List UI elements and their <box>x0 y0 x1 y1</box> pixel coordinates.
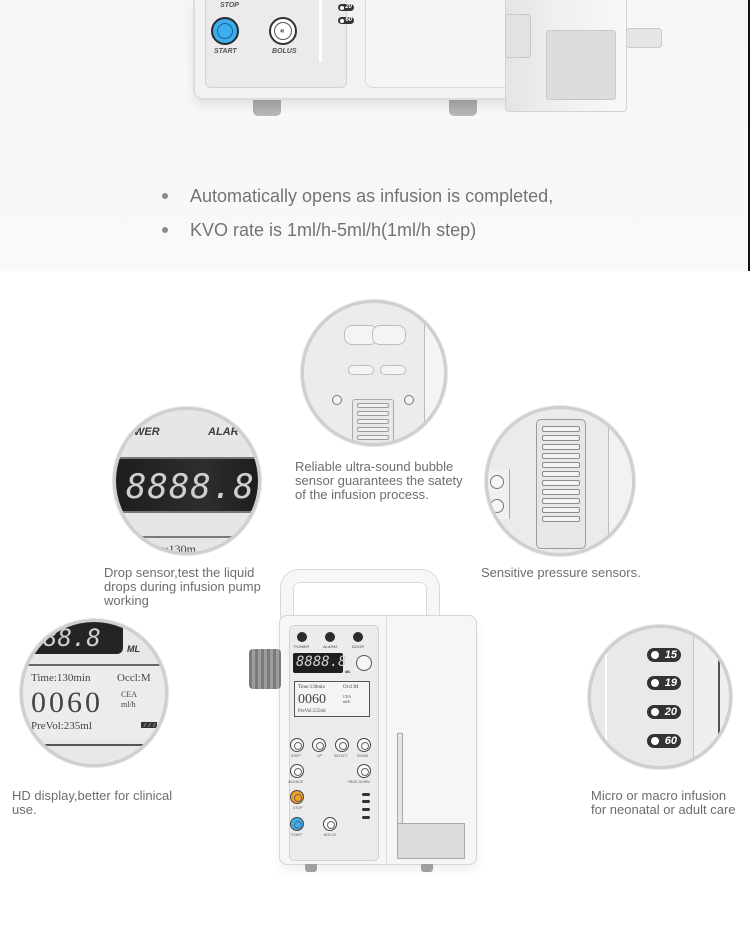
foot <box>421 864 433 872</box>
drip-set-closeup <box>588 625 732 769</box>
bullet-item: Automatically opens as infusion is completed, <box>160 183 553 217</box>
drip-indicator <box>362 793 370 796</box>
drip-rate-19: 19 <box>647 676 681 690</box>
pressure-sensor-closeup <box>485 406 635 556</box>
shift-button[interactable] <box>290 738 304 752</box>
pressure-grille <box>536 419 586 549</box>
tube-knob[interactable] <box>249 649 281 689</box>
control-panel <box>205 0 352 88</box>
bubble-sensor-caption: Reliable ultra-sound bubble sensor guarantees the satety of the infusion process. <box>295 459 463 502</box>
door-inner <box>546 30 616 100</box>
start-label: START <box>214 48 237 55</box>
bullet-item: KVO rate is 1ml/h-5ml/h(1ml/h step) <box>160 217 553 251</box>
drop-sensor-caption: Drop sensor,test the liquid drops during infusion pump working <box>104 565 261 608</box>
silence-button[interactable] <box>290 764 304 778</box>
select-button[interactable] <box>335 738 349 752</box>
drip-rate-20: 20 <box>647 705 681 719</box>
bubble-sensor-closeup <box>301 300 447 446</box>
sensor-grille <box>352 399 394 446</box>
top-product-section <box>0 0 750 271</box>
stop-label: STOP <box>220 2 239 9</box>
hd-display-caption: HD display,better for clinical use. <box>12 788 173 817</box>
bullet-dot-icon <box>162 227 168 233</box>
pump-open-door-image <box>193 0 628 118</box>
drip-indicator <box>362 816 370 819</box>
tube-graphic <box>319 0 322 62</box>
start-button[interactable] <box>211 17 239 45</box>
feature-bullets <box>160 183 553 251</box>
rewind-icon: « <box>280 26 285 35</box>
drip-rate-15: 15 <box>647 648 681 662</box>
foot <box>253 100 281 116</box>
alarm-indicator-icon <box>325 632 335 642</box>
led-display: 8888.8 <box>116 457 261 513</box>
door-cavity <box>365 0 517 88</box>
drip-rate-60: 60 <box>647 734 681 748</box>
foot <box>449 100 477 116</box>
drip-indicator <box>362 808 370 811</box>
up-button[interactable] <box>312 738 326 752</box>
infusion-pump-image: POWER ALARM DOOR 8888.8 ML Time:130min Occl:M 0060 CEA ml/h PreVol:235ml SHIFT UP SELECT DOWN SILENCE PAGE DOWN STOP START BOLUS <box>245 565 475 885</box>
drop-sensor-closeup: WER ALAR 8888.8 e:130m <box>113 407 261 555</box>
pressure-sensor-caption: Sensitive pressure sensors. <box>481 565 641 580</box>
power-indicator-icon <box>297 632 307 642</box>
start-button[interactable] <box>290 817 304 831</box>
drip-indicator <box>362 800 370 803</box>
stop-button[interactable] <box>290 790 304 804</box>
drip-set-caption: Micro or macro infusion for neonatal or adult care <box>591 788 736 817</box>
volume-led: 8888.8 <box>293 653 343 673</box>
drip-rate-20: 20 <box>338 4 354 11</box>
battery-icon <box>141 722 157 728</box>
lcd-screen: Time:130min Occl:M 0060 CEA ml/h PreVol:235ml <box>23 666 168 738</box>
bolus-button[interactable] <box>323 817 337 831</box>
lcd-screen: Time:130min Occl:M 0060 CEA ml/h PreVol:235ml <box>294 681 370 717</box>
clear-button[interactable] <box>356 655 372 671</box>
down-button[interactable] <box>357 738 371 752</box>
drip-rate-60: 60 <box>338 17 354 24</box>
hd-display-closeup: 88.8 ML Time:130min Occl:M 0060 CEA ml/h PreVol:235ml <box>20 619 168 767</box>
bullet-dot-icon <box>162 193 168 199</box>
door-hinge <box>505 14 531 58</box>
tube-channel-base <box>397 823 465 859</box>
bolus-label: BOLUS <box>272 48 297 55</box>
page-down-button[interactable] <box>357 764 371 778</box>
door-indicator-icon <box>353 632 363 642</box>
foot <box>305 864 317 872</box>
